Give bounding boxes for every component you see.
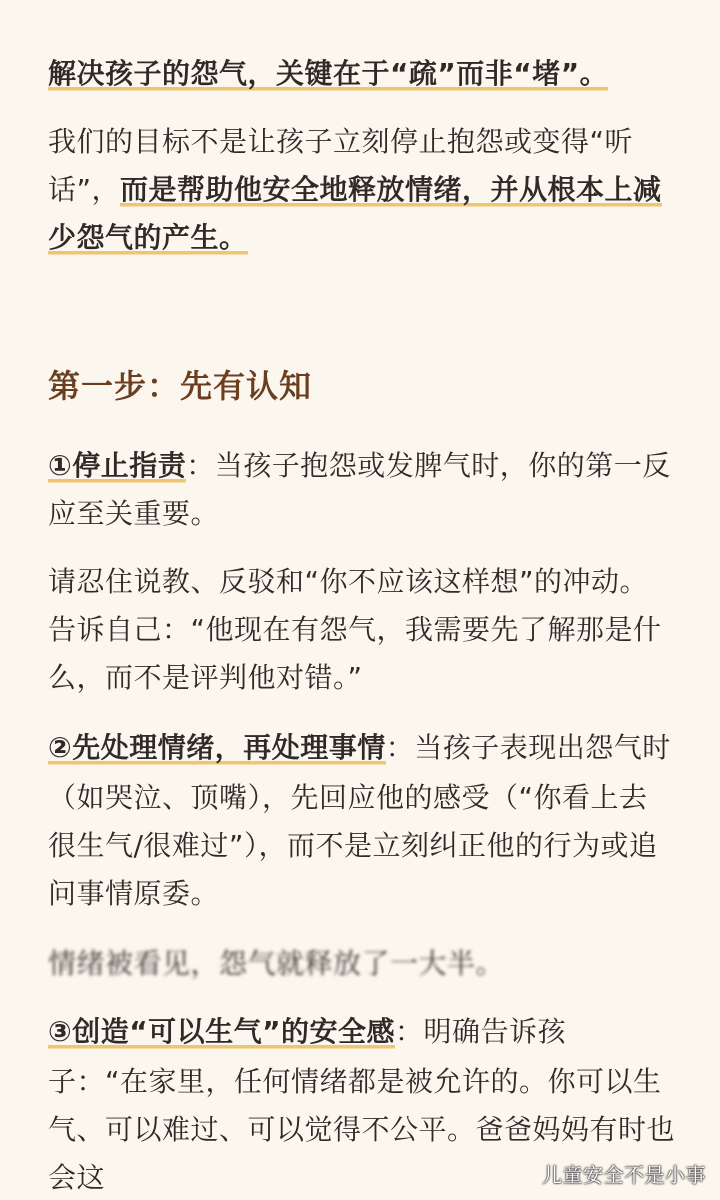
section-heading: 第一步：先有认知 — [48, 367, 313, 405]
item1-line2: 应至关重要。 — [48, 497, 220, 530]
item1-text: ：当孩子抱怨或发脾气时，你的第一反 — [186, 449, 671, 482]
intro-highlight: 解决孩子的怨气，关键在于“疏”而非“堵”。 — [48, 57, 609, 90]
intro-text: 话”， — [48, 173, 121, 206]
item1-line1 — [48, 442, 672, 490]
item2-line2: （如哭泣、顶嘴），先回应他的感受（“你看上去 — [48, 781, 648, 814]
partial-line-text: 情绪被看见，怨气就释放了一大半。 — [48, 947, 505, 980]
item2-text: ：当孩子表现出怨气时 — [385, 731, 671, 764]
intro-paragraph-line1: 我们的目标不是让孩子立刻停止抱怨或变得“听 — [48, 125, 634, 158]
item2-label: ②先处理情绪，再处理事情 — [48, 731, 386, 764]
item3-line1 — [48, 1008, 672, 1056]
item2-line3: 很生气/很难过”），而不是立刻纠正他的行为或追 — [48, 829, 658, 862]
intro-line — [48, 50, 672, 98]
intro-highlight-text-end: 少怨气的产生。 — [48, 221, 248, 254]
item1-detail-line1: 请忍住说教、反驳和“你不应该这样想”的冲动。 — [48, 565, 649, 598]
intro-paragraph-line2 — [48, 166, 672, 214]
item1-label: ①停止指责 — [48, 449, 187, 482]
intro-paragraph-line3 — [48, 214, 672, 262]
partial-line — [48, 940, 672, 988]
item3-line2: 子：“在家里，任何情绪都是被允许的。你可以生 — [48, 1065, 662, 1098]
item2-line1 — [48, 724, 672, 772]
item3-line3: 气、可以难过、可以觉得不公平。爸爸妈妈有时也 — [48, 1113, 676, 1146]
item3-line4: 会这 — [48, 1161, 106, 1194]
intro-highlight-text: 而是帮助他安全地释放情绪，并从根本上减 — [120, 173, 662, 206]
item1-detail-line2: 告诉自己：“他现在有怨气，我需要先了解那是什 — [48, 613, 662, 646]
item3-label: ③创造“可以生气”的安全感 — [48, 1015, 396, 1048]
item3-text: ：明确告诉孩 — [395, 1015, 567, 1048]
item2-line4: 问事情原委。 — [48, 877, 220, 910]
watermark: 儿童安全不是小事 — [542, 1163, 706, 1187]
item1-detail-line3: 么，而不是评判他对错。” — [48, 661, 363, 694]
